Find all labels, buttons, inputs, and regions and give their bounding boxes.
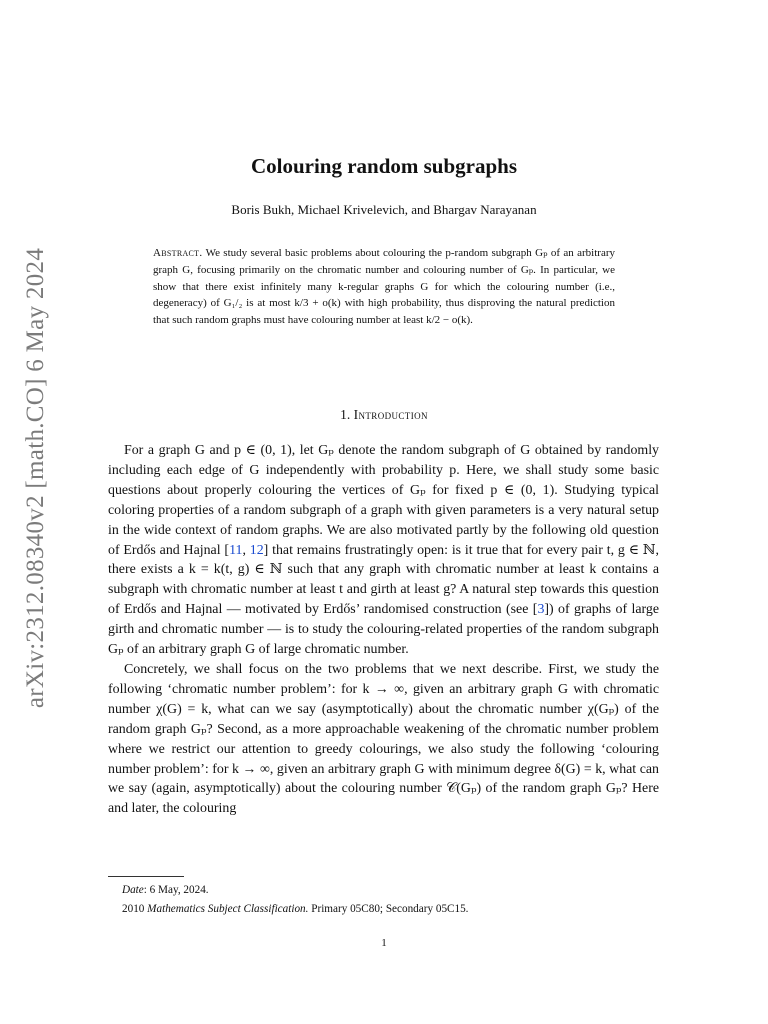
section-number: 1. — [340, 407, 351, 422]
paragraph-1-text-a: For a graph G and p ∈ (0, 1), let Gₚ denote the random subgraph of G obtained by randomly including each edge of G independently with probability p. Here, we shall study some basic questions about properly colouring the vertices of Gₚ for fixed p ∈ (0, 1). Studying typical coloring properties of a random subgraph of a graph with given parameters is a very natural setup in the wide context of random graphs. We are also motivated partly by the following old question of Erdős and Hajnal [ — [108, 443, 659, 558]
citation-11[interactable]: 11 — [229, 542, 243, 558]
section-heading — [0, 407, 768, 423]
section-title: Introduction — [353, 407, 428, 422]
footnote-date — [108, 883, 668, 897]
arxiv-identifier-stamp — [14, 247, 58, 708]
body-text — [108, 441, 659, 819]
footnote-msc-prefix: 2010 — [122, 903, 148, 915]
footnote-date-label: Date — [122, 884, 144, 896]
citation-3[interactable]: 3 — [537, 602, 545, 618]
page-number: 1 — [381, 937, 387, 949]
citation-separator: , — [242, 542, 250, 558]
footnote-divider — [108, 876, 184, 877]
footnote-msc — [108, 902, 668, 916]
arxiv-identifier-text: arXiv:2312.08340v2 [math.CO] 6 May 2024 — [22, 247, 50, 708]
abstract-label: Abstract. — [153, 247, 203, 259]
paragraph-1-text-c: ]) of graphs of large girth and chromatic number — is to study the colouring-related properties of the random subgraph Gₚ of an arbitrary graph G of large chromatic number. — [108, 602, 659, 658]
footnote-msc-text: Primary 05C80; Secondary 05C15. — [308, 903, 469, 915]
paragraph-1-text-b: ] that remains frustratingly open: is it true that for every pair t, g ∈ ℕ, there exists a k = k(t, g) ∈ ℕ such that any graph with chromatic number at least k contains a subgraph with chromatic number at least t and girth at least g? A natural step towards this question of Erdős and Hajnal — motivated by Erdős’ randomised construction (see [ — [108, 542, 660, 618]
abstract-text: We study several basic problems about colouring the p-random subgraph Gₚ of an arbitrary graph G, focusing primarily on the chromatic number and colouring number of Gₚ. In particular, we show that there exist infinitely many k-regular graphs G for which the colouring number (i.e., degeneracy) of G₁/₂ is at most k/3 + o(k) with high probability, thus disproving the natural prediction that such random graphs must have colouring number at least k/2 − o(k). — [153, 247, 615, 327]
abstract — [153, 245, 615, 329]
footnote-date-text: : 6 May, 2024. — [143, 884, 209, 896]
paragraph-1 — [108, 441, 659, 660]
footnote-msc-label: Mathematics Subject Classification. — [147, 903, 309, 915]
paper-title: Colouring random subgraphs — [250, 154, 518, 178]
paragraph-2: Concretely, we shall focus on the two problems that we next describe. First, we study the following ‘chromatic number problem’: for k → ∞, given an arbitrary graph G with chromatic number χ(G) = k, what can we say (asymptotically) about the chromatic number χ(Gₚ) of the random graph Gₚ? Second, as a more approachable weakening of the chromatic number problem where we restrict our attention to greedy colourings, we also study the following ‘colouring number problem’: for k → ∞, given an arbitrary graph G with minimum degree δ(G) = k, what can we say (again, asymptotically) about the colouring number 𝒞(Gₚ) of the random graph Gₚ? Here and later, the colouring — [108, 661, 659, 817]
paper-authors: Boris Bukh, Michael Krivelevich, and Bhargav Narayanan — [231, 202, 537, 217]
citation-12[interactable]: 12 — [249, 542, 264, 558]
